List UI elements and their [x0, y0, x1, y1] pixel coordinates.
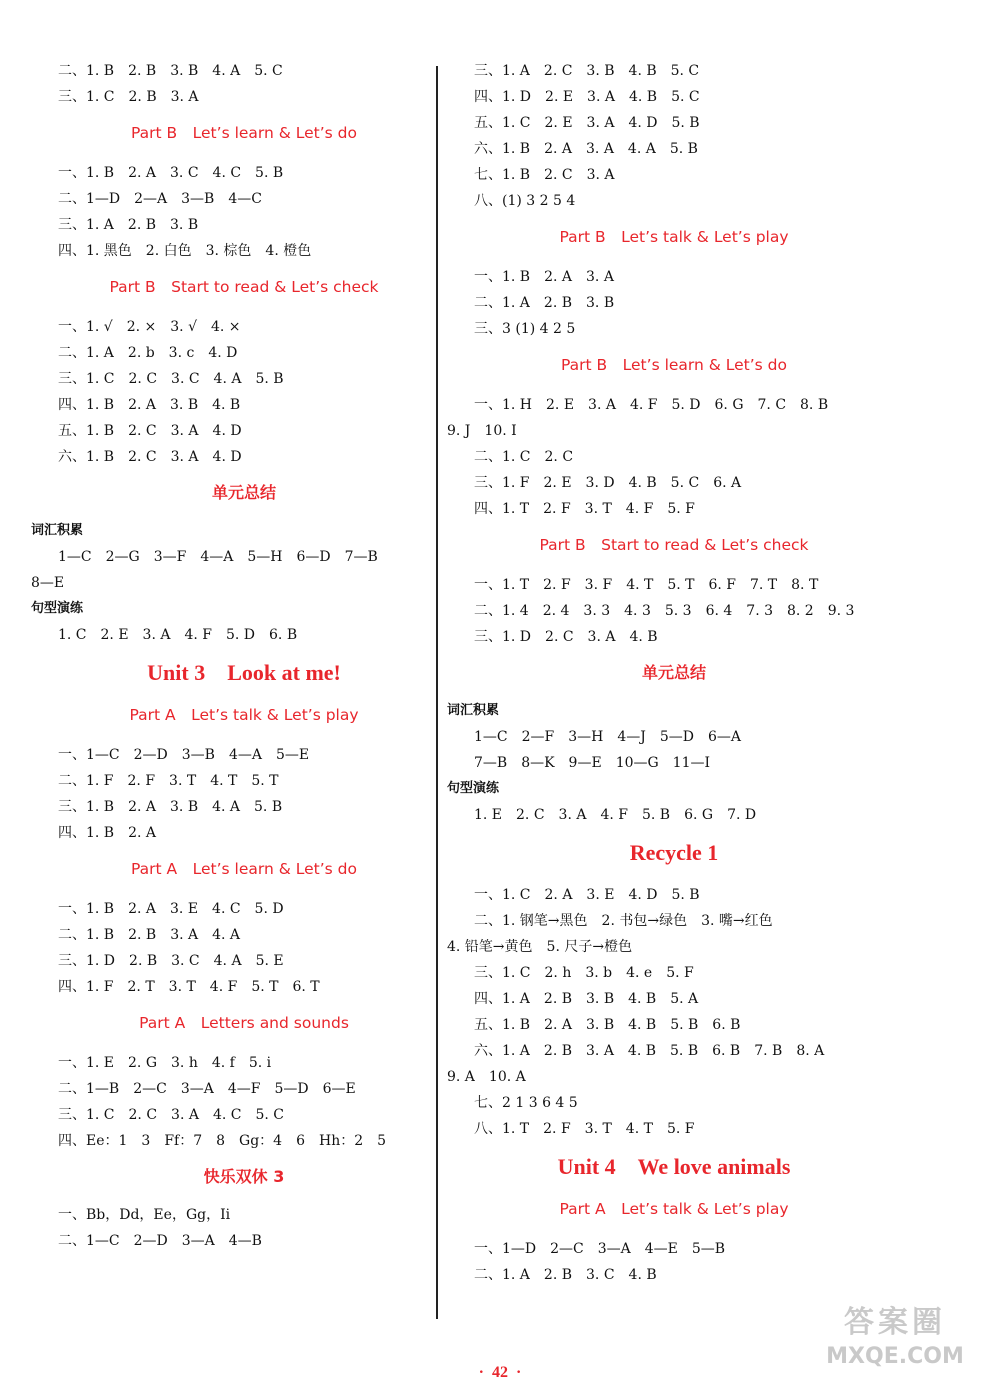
watermark-url: MXQE.COM: [826, 1344, 964, 1369]
answer-line: 三、1. C 2. h 3. b 4. e 5. F: [474, 965, 694, 981]
answer-line: 二、1. C 2. C: [474, 449, 574, 465]
answer-line: 一、1. E 2. G 3. h 4. f 5. i: [58, 1055, 272, 1071]
answer-line: 五、1. B 2. C 3. A 4. D: [58, 423, 242, 439]
section-heading: Part A Let’s learn & Let’s do: [131, 860, 357, 878]
answer-line: 一、1. H 2. E 3. A 4. F 5. D 6. G 7. C 8. B: [474, 397, 829, 413]
answer-line: 四、1. B 2. A 3. B 4. B: [58, 397, 241, 413]
answer-line: 三、1. C 2. B 3. A: [58, 89, 199, 105]
answer-line: 二、1. A 2. b 3. c 4. D: [58, 345, 238, 361]
answer-line: 七、1. B 2. C 3. A: [474, 167, 615, 183]
unit-summary-heading: 单元总结: [641, 663, 706, 682]
answer-line: 三、1. B 2. A 3. B 4. A 5. B: [58, 799, 283, 815]
subsection-heading: 句型演练: [31, 601, 84, 616]
answer-line: 1. C 2. E 3. A 4. F 5. D 6. B: [58, 627, 298, 643]
answer-line: 六、1. B 2. C 3. A 4. D: [58, 449, 242, 465]
section-heading: Part B Start to read & Let’s check: [539, 536, 809, 554]
answer-line: 一、1. C 2. A 3. E 4. D 5. B: [474, 887, 700, 903]
answer-line: 二、1. 4 2. 4 3. 3 4. 3 5. 3 6. 4 7. 3 8. 2 9. 3: [474, 603, 855, 619]
answer-line: 三、1. A 2. B 3. B: [58, 217, 199, 233]
answer-line: 9. J 10. I: [447, 423, 517, 439]
answer-line: 一、1. B 2. A 3. E 4. C 5. D: [58, 901, 284, 917]
answer-line: 二、1. B 2. B 3. A 4. A: [58, 927, 241, 943]
recycle-title: Recycle 1: [629, 840, 719, 865]
answer-line: 八、1. T 2. F 3. T 4. T 5. F: [474, 1121, 695, 1137]
answer-line: 四、Ee：1 3 Ff：7 8 Gg：4 6 Hh：2 5: [58, 1133, 387, 1149]
unit-title: Unit 3 Look at me!: [147, 660, 341, 685]
answer-line: 五、1. C 2. E 3. A 4. D 5. B: [474, 115, 700, 131]
answer-line: 五、1. B 2. A 3. B 4. B 5. B 6. B: [474, 1017, 741, 1033]
subsection-heading: 词汇积累: [447, 703, 500, 718]
answer-line: 四、1. 黑色 2. 白色 3. 棕色 4. 橙色: [58, 243, 312, 259]
answer-line: 4. 铅笔→黄色 5. 尺子→橙色: [447, 939, 633, 955]
column-divider: [436, 66, 438, 1319]
page-number-value: 42: [492, 1364, 508, 1381]
answer-line: 一、Bb，Dd，Ee，Gg，Ii: [58, 1207, 231, 1223]
answer-line: 八、(1) 3 2 5 4: [474, 193, 576, 209]
subsection-heading: 句型演练: [447, 781, 500, 796]
answer-line: 7—B 8—K 9—E 10—G 11—I: [474, 755, 711, 771]
answer-line: 二、1. A 2. B 3. B: [474, 295, 615, 311]
answer-line: 二、1—C 2—D 3—A 4—B: [58, 1233, 262, 1249]
answer-line: 六、1. B 2. A 3. A 4. A 5. B: [474, 141, 698, 157]
answer-line: 9. A 10. A: [447, 1069, 526, 1085]
answer-line: 二、1. 钢笔→黑色 2. 书包→绿色 3. 嘴→红色: [474, 913, 773, 929]
answer-line: 四、1. F 2. T 3. T 4. F 5. T 6. T: [58, 979, 320, 995]
answer-line: 二、1—D 2—A 3—B 4—C: [58, 191, 262, 207]
answer-line: 二、1. B 2. B 3. B 4. A 5. C: [58, 63, 283, 79]
watermark-logo: [810, 1303, 980, 1375]
answer-line: 三、1. C 2. C 3. A 4. C 5. C: [58, 1107, 284, 1123]
answer-line: 二、1. F 2. F 3. T 4. T 5. T: [58, 773, 279, 789]
section-heading: Part B Let’s learn & Let’s do: [131, 124, 357, 142]
answer-line: 一、1. B 2. A 3. A: [474, 269, 614, 285]
unit-title: Unit 4 We love animals: [557, 1154, 791, 1179]
answer-line: 七、2 1 3 6 4 5: [474, 1095, 578, 1111]
left-column: [31, 58, 430, 1254]
answer-line: 8—E: [31, 575, 65, 591]
answer-line: 三、1. D 2. B 3. C 4. A 5. E: [58, 953, 284, 969]
unit-summary-heading: 单元总结: [211, 483, 276, 502]
answer-line: 四、1. T 2. F 3. T 4. F 5. F: [474, 501, 695, 517]
answer-line: 一、1—D 2—C 3—A 4—E 5—B: [474, 1241, 726, 1257]
answer-line: 四、1. A 2. B 3. B 4. B 5. A: [474, 991, 699, 1007]
answer-line: 1. E 2. C 3. A 4. F 5. B 6. G 7. D: [474, 807, 757, 823]
answer-line: 1—C 2—G 3—F 4—A 5—H 6—D 7—B: [58, 549, 378, 565]
answer-line: 四、1. D 2. E 3. A 4. B 5. C: [474, 89, 700, 105]
section-heading: Part A Let’s talk & Let’s play: [559, 1200, 789, 1218]
answer-line: 二、1. A 2. B 3. C 4. B: [474, 1267, 657, 1283]
answer-line: 三、1. A 2. C 3. B 4. B 5. C: [474, 63, 700, 79]
answer-line: 一、1. √ 2. × 3. √ 4. ×: [58, 319, 241, 335]
right-column: [447, 58, 874, 1288]
subsection-heading: 词汇积累: [31, 523, 84, 538]
section-heading: Part A Letters and sounds: [139, 1014, 349, 1032]
watermark-text: 答案圈: [844, 1305, 946, 1340]
answer-line: 1—C 2—F 3—H 4—J 5—D 6—A: [474, 729, 742, 745]
answer-line: 六、1. A 2. B 3. A 4. B 5. B 6. B 7. B 8. A: [474, 1043, 825, 1059]
page-number: · 42 ·: [478, 1364, 522, 1381]
answer-line: 三、1. C 2. C 3. C 4. A 5. B: [58, 371, 284, 387]
answer-line: 一、1—C 2—D 3—B 4—A 5—E: [58, 747, 310, 763]
section-heading: Part A Let’s talk & Let’s play: [129, 706, 359, 724]
section-heading: Part B Start to read & Let’s check: [109, 278, 379, 296]
answer-line: 二、1—B 2—C 3—A 4—F 5—D 6—E: [58, 1081, 356, 1097]
section-heading: Part B Let’s learn & Let’s do: [561, 356, 787, 374]
answer-line: 一、1. T 2. F 3. F 4. T 5. T 6. F 7. T 8. T: [474, 577, 819, 593]
answer-line: 四、1. B 2. A: [58, 825, 157, 841]
answer-line: 三、1. F 2. E 3. D 4. B 5. C 6. A: [474, 475, 742, 491]
answer-line: 一、1. B 2. A 3. C 4. C 5. B: [58, 165, 284, 181]
answer-line: 三、3 (1) 4 2 5: [474, 321, 576, 337]
answer-line: 三、1. D 2. C 3. A 4. B: [474, 629, 658, 645]
section-heading: Part B Let’s talk & Let’s play: [559, 228, 789, 246]
weekend-section-heading: 快乐双休 3: [203, 1167, 285, 1186]
